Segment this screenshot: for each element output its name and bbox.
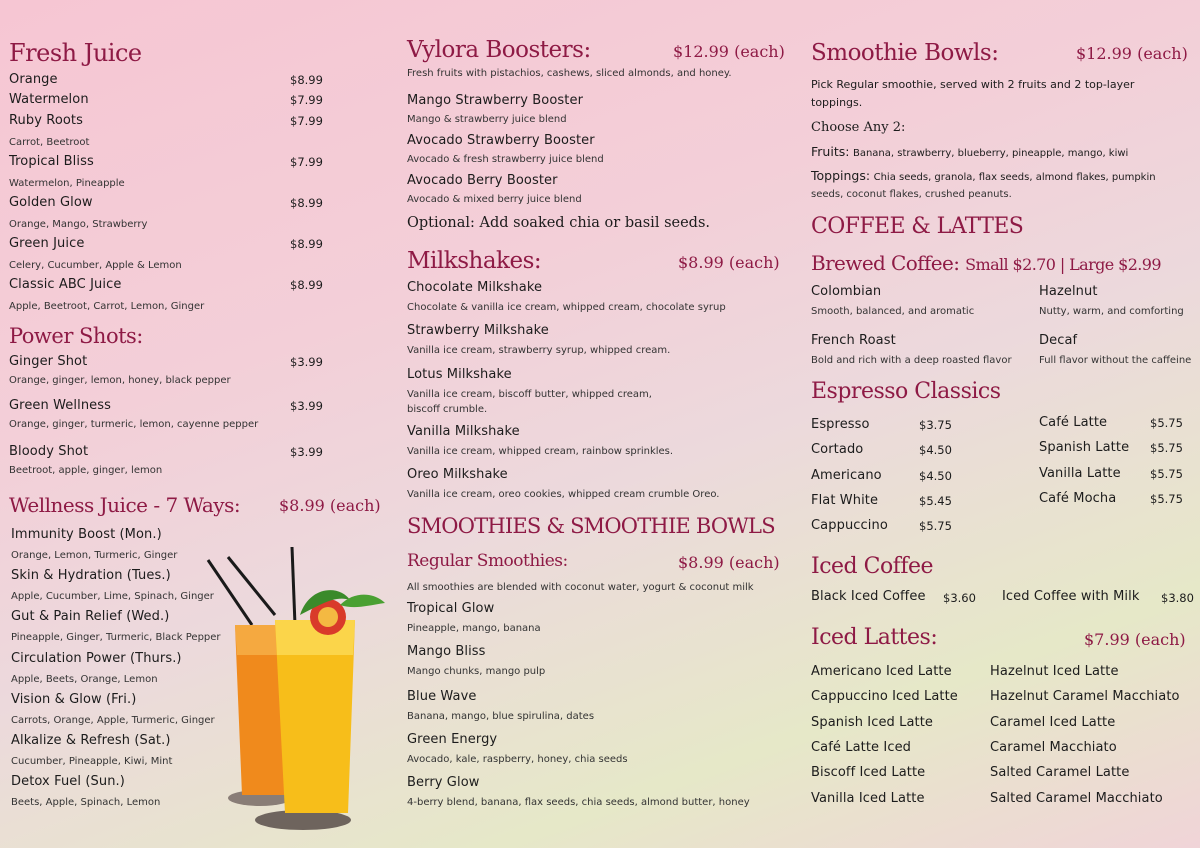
juice-glasses-image — [200, 545, 400, 845]
fresh-juice-title: Fresh Juice — [9, 39, 142, 67]
iced-coffee-title: Iced Coffee — [811, 554, 934, 579]
juice-name: Classic ABC Juice — [9, 277, 122, 292]
juice-price: $7.99 — [290, 155, 323, 169]
wellness-title: Wellness Juice - 7 Ways: — [9, 493, 241, 517]
wellness-name: Detox Fuel (Sun.) — [11, 774, 125, 790]
milkshake-desc: Vanilla ice cream, biscoff butter, whipped cream, — [407, 389, 652, 400]
milkshake-desc: Vanilla ice cream, whipped cream, rainbow sprinkles. — [407, 446, 674, 457]
wellness-name: Circulation Power (Thurs.) — [11, 650, 182, 666]
smoothie-desc: Banana, mango, blue spirulina, dates — [407, 711, 595, 722]
booster-name: Mango Strawberry Booster — [407, 93, 584, 108]
milkshake-name: Vanilla Milkshake — [407, 424, 520, 439]
brewed-desc: Bold and rich with a deep roasted flavor — [811, 355, 1012, 366]
milkshake-name: Chocolate Milkshake — [407, 280, 543, 295]
booster-desc: Avocado & fresh strawberry juice blend — [407, 154, 604, 165]
bowls-choose: Choose Any 2: — [811, 120, 906, 135]
shot-name: Ginger Shot — [9, 354, 88, 369]
iced-latte-name: Caramel Iced Latte — [990, 714, 1116, 730]
shot-name: Green Wellness — [9, 398, 111, 413]
smoothie-name: Blue Wave — [407, 689, 477, 704]
smoothies-subtitle: All smoothies are blended with coconut water, yogurt & coconut milk — [407, 582, 754, 593]
juice-name: Watermelon — [9, 92, 89, 107]
bowls-desc-2: toppings. — [811, 96, 863, 109]
bowls-title: Smoothie Bowls: — [811, 40, 999, 66]
shot-name: Bloody Shot — [9, 444, 89, 459]
espresso-price: $5.75 — [1150, 466, 1183, 481]
boosters-subtitle: Fresh fruits with pistachios, cashews, sliced almonds, and honey. — [407, 68, 732, 79]
juice-desc: Watermelon, Pineapple — [9, 178, 125, 189]
iced-coffee-name: Black Iced Coffee — [811, 589, 926, 604]
toppings-list-2: seeds, coconut flakes, crushed peanuts. — [811, 189, 1012, 200]
milkshakes-title: Milkshakes: — [407, 248, 542, 274]
wellness-desc: Apple, Cucumber, Lime, Spinach, Ginger — [11, 591, 214, 603]
wellness-desc: Pineapple, Ginger, Turmeric, Black Pepper — [11, 632, 221, 644]
brewed-coffee-price: Small $2.70 | Large $2.99 — [965, 255, 1161, 274]
wellness-desc: Carrots, Orange, Apple, Turmeric, Ginger — [11, 714, 215, 726]
espresso-name: Vanilla Latte — [1039, 465, 1121, 481]
smoothie-desc: Avocado, kale, raspberry, honey, chia seeds — [407, 754, 628, 765]
shot-desc: Beetroot, apple, ginger, lemon — [9, 465, 163, 476]
boosters-price: $12.99 (each) — [673, 42, 785, 61]
fruits-label: Fruits: — [811, 144, 850, 159]
coffee-title: COFFEE & LATTES — [811, 214, 1024, 239]
espresso-name: Cortado — [811, 442, 864, 458]
shot-desc: Orange, ginger, lemon, honey, black pepper — [9, 375, 231, 386]
iced-coffee-price: $3.80 — [1161, 591, 1194, 605]
brewed-desc: Full flavor without the caffeine — [1039, 355, 1192, 366]
brewed-name: Hazelnut — [1039, 284, 1098, 299]
juice-price: $8.99 — [290, 73, 323, 87]
wellness-name: Alkalize & Refresh (Sat.) — [11, 733, 171, 748]
toppings-label: Toppings: — [811, 168, 871, 183]
iced-latte-name: Biscoff Iced Latte — [811, 765, 926, 781]
iced-latte-name: Café Latte Iced — [811, 739, 912, 755]
milkshake-name: Lotus Milkshake — [407, 367, 512, 382]
bowls-fruits — [811, 144, 1128, 159]
shot-price: $3.99 — [290, 355, 323, 369]
espresso-price: $5.75 — [919, 519, 952, 534]
espresso-title: Espresso Classics — [811, 379, 1001, 404]
booster-desc: Avocado & mixed berry juice blend — [407, 194, 582, 205]
juice-price: $8.99 — [290, 196, 323, 210]
juice-desc: Celery, Cucumber, Apple & Lemon — [9, 260, 182, 271]
espresso-name: Americano — [811, 467, 882, 483]
brewed-coffee-label: Brewed Coffee: — [811, 251, 960, 275]
boosters-optional: Optional: Add soaked chia or basil seeds. — [407, 215, 711, 231]
milkshake-name: Oreo Milkshake — [407, 467, 508, 482]
iced-latte-name: Hazelnut Iced Latte — [990, 664, 1119, 679]
wellness-name: Immunity Boost (Mon.) — [11, 527, 162, 542]
regular-smoothies-title: Regular Smoothies: — [407, 551, 568, 571]
wellness-name: Skin & Hydration (Tues.) — [11, 568, 171, 584]
juice-name: Tropical Bliss — [9, 154, 94, 169]
wellness-desc: Beets, Apple, Spinach, Lemon — [11, 797, 161, 809]
iced-latte-name: Vanilla Iced Latte — [811, 790, 925, 806]
brewed-desc: Nutty, warm, and comforting — [1039, 306, 1184, 317]
espresso-price: $4.50 — [919, 468, 952, 483]
milkshake-desc: Chocolate & vanilla ice cream, whipped cream, chocolate syrup — [407, 302, 726, 313]
milkshake-desc: Vanilla ice cream, strawberry syrup, whipped cream. — [407, 345, 671, 356]
espresso-name: Espresso — [811, 417, 870, 432]
smoothie-desc: Pineapple, mango, banana — [407, 623, 541, 634]
booster-desc: Mango & strawberry juice blend — [407, 114, 567, 125]
shot-price: $3.99 — [290, 445, 323, 459]
espresso-price: $5.75 — [1150, 416, 1183, 430]
juice-price: $8.99 — [290, 278, 323, 292]
wellness-name: Vision & Glow (Fri.) — [11, 691, 137, 707]
power-shots-title: Power Shots: — [9, 324, 143, 348]
juice-price: $7.99 — [290, 93, 323, 107]
regular-smoothies-price: $8.99 (each) — [678, 553, 780, 572]
smoothie-name: Tropical Glow — [407, 601, 495, 616]
fruits-list: Banana, strawberry, blueberry, pineapple, mango, kiwi — [852, 148, 1129, 159]
iced-latte-name: Spanish Iced Latte — [811, 714, 934, 730]
smoothies-section-title: SMOOTHIES & SMOOTHIE BOWLS — [407, 514, 775, 538]
iced-lattes-price: $7.99 (each) — [1084, 630, 1186, 649]
wellness-price: $8.99 (each) — [279, 496, 381, 515]
milkshakes-price: $8.99 (each) — [678, 253, 780, 272]
espresso-name: Flat White — [811, 492, 879, 508]
milkshake-desc-2: biscoff crumble. — [407, 404, 488, 415]
smoothie-name: Green Energy — [407, 732, 498, 747]
espresso-name: Café Mocha — [1039, 490, 1117, 506]
iced-latte-name: Salted Caramel Latte — [990, 765, 1130, 781]
juice-name: Golden Glow — [9, 195, 93, 210]
shot-price: $3.99 — [290, 399, 323, 413]
juice-name: Orange — [9, 72, 58, 87]
juice-desc: Orange, Mango, Strawberry — [9, 219, 148, 230]
wellness-desc: Cucumber, Pineapple, Kiwi, Mint — [11, 756, 173, 767]
iced-lattes-title: Iced Lattes: — [811, 625, 938, 650]
milkshake-name: Strawberry Milkshake — [407, 323, 549, 338]
bowls-toppings — [811, 168, 1156, 183]
iced-latte-name: Americano Iced Latte — [811, 664, 952, 679]
espresso-name: Café Latte — [1039, 415, 1108, 430]
juice-price: $8.99 — [290, 237, 323, 251]
espresso-price: $5.45 — [919, 493, 952, 508]
brewed-coffee-title — [811, 253, 1161, 273]
juice-name: Green Juice — [9, 236, 85, 251]
smoothie-name: Berry Glow — [407, 775, 480, 790]
wellness-name: Gut & Pain Relief (Wed.) — [11, 609, 170, 625]
espresso-price: $4.50 — [919, 443, 952, 458]
bowls-desc-1: Pick Regular smoothie, served with 2 fruits and 2 top-layer — [811, 78, 1135, 91]
juice-desc: Apple, Beetroot, Carrot, Lemon, Ginger — [9, 301, 205, 312]
wellness-desc: Orange, Lemon, Turmeric, Ginger — [11, 550, 178, 561]
brewed-name: Colombian — [811, 284, 882, 299]
shot-desc: Orange, ginger, turmeric, lemon, cayenne pepper — [9, 419, 259, 430]
boosters-title: Vylora Boosters: — [407, 37, 591, 63]
booster-name: Avocado Berry Booster — [407, 173, 558, 188]
iced-latte-name: Hazelnut Caramel Macchiato — [990, 689, 1180, 705]
espresso-price: $5.75 — [1150, 441, 1183, 456]
milkshake-desc: Vanilla ice cream, oreo cookies, whipped cream crumble Oreo. — [407, 489, 720, 500]
espresso-name: Cappuccino — [811, 518, 888, 534]
brewed-name: Decaf — [1039, 333, 1078, 348]
juice-name: Ruby Roots — [9, 113, 83, 128]
iced-latte-name: Caramel Macchiato — [990, 739, 1117, 755]
espresso-name: Spanish Latte — [1039, 440, 1130, 456]
booster-name: Avocado Strawberry Booster — [407, 133, 595, 148]
toppings-list-1: Chia seeds, granola, flax seeds, almond flakes, pumpkin — [873, 172, 1156, 183]
juice-price: $7.99 — [290, 114, 323, 128]
juice-desc: Carrot, Beetroot — [9, 137, 90, 148]
iced-latte-name: Salted Caramel Macchiato — [990, 790, 1163, 806]
bowls-price: $12.99 (each) — [1076, 44, 1188, 63]
iced-coffee-price: $3.60 — [943, 591, 976, 605]
espresso-price: $3.75 — [919, 418, 952, 432]
brewed-name: French Roast — [811, 333, 896, 348]
brewed-desc: Smooth, balanced, and aromatic — [811, 306, 975, 317]
espresso-price: $5.75 — [1150, 491, 1183, 506]
smoothie-desc: Mango chunks, mango pulp — [407, 666, 546, 677]
iced-latte-name: Cappuccino Iced Latte — [811, 689, 958, 705]
smoothie-desc: 4-berry blend, banana, flax seeds, chia seeds, almond butter, honey — [407, 797, 750, 808]
wellness-desc: Apple, Beets, Orange, Lemon — [11, 673, 158, 685]
smoothie-name: Mango Bliss — [407, 644, 486, 659]
iced-coffee-name: Iced Coffee with Milk — [1002, 589, 1140, 604]
